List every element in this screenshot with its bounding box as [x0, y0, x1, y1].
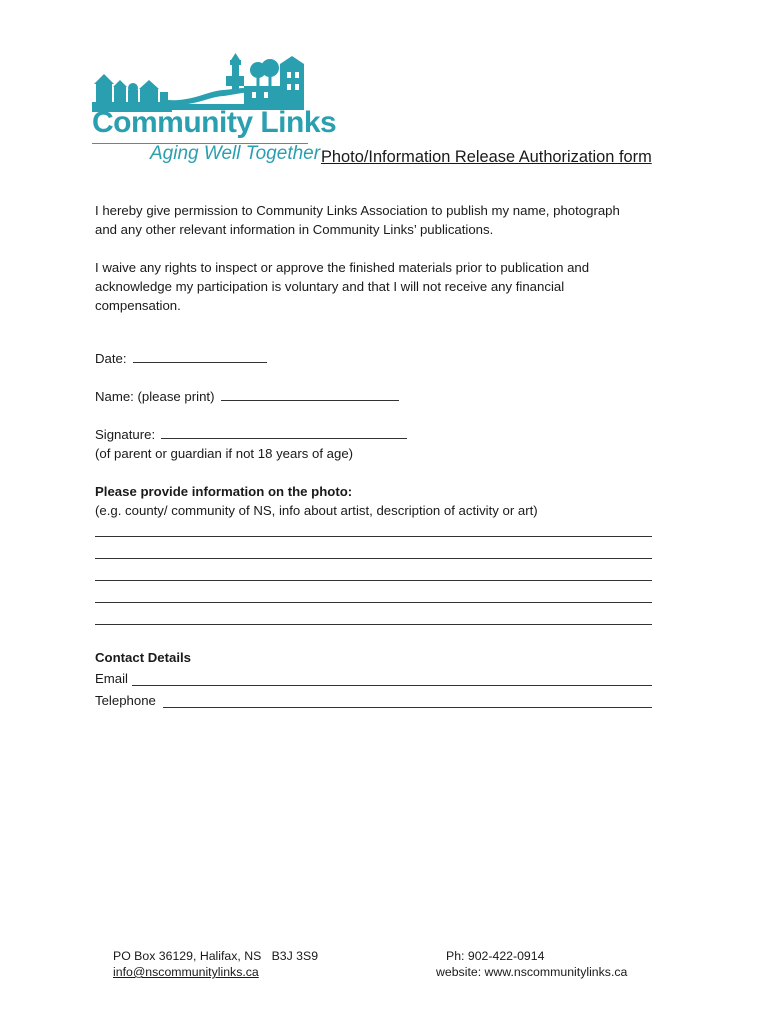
logo-brand-name: Community Links [92, 106, 337, 139]
photo-info-hint: (e.g. county/ community of NS, info about artist, description of activity or art) [95, 503, 538, 518]
footer-email-link[interactable]: info@nscommunitylinks.ca [113, 965, 259, 979]
name-field [95, 387, 399, 406]
logo-tagline: Aging Well Together [150, 143, 321, 164]
photo-info-line-3[interactable] [95, 580, 652, 581]
contact-heading: Contact Details [95, 650, 191, 665]
photo-info-line-2[interactable] [95, 558, 652, 559]
date-field [95, 349, 267, 368]
date-label: Date: [95, 351, 127, 366]
photo-info-heading: Please provide information on the photo: [95, 484, 353, 499]
name-label: Name: (please print) [95, 389, 215, 404]
signature-note: (of parent or guardian if not 18 years of age) [95, 446, 354, 461]
footer-website[interactable]: website: www.nscommunitylinks.ca [436, 965, 628, 979]
telephone-input-line[interactable] [163, 707, 652, 708]
date-input-line[interactable] [133, 350, 267, 363]
photo-info-line-1[interactable] [95, 536, 652, 537]
name-input-line[interactable] [221, 388, 399, 401]
permission-paragraph [95, 201, 620, 239]
signature-field [95, 425, 407, 463]
paragraph-line: I waive any rights to inspect or approve the finished materials prior to publication and [95, 260, 590, 275]
waiver-paragraph [95, 258, 589, 315]
footer-right [436, 948, 627, 980]
email-input-line[interactable] [132, 685, 652, 686]
photo-info-line-4[interactable] [95, 602, 652, 603]
paragraph-line: compensation. [95, 298, 181, 313]
signature-input-line[interactable] [161, 426, 407, 439]
footer-phone: Ph: 902-422-0914 [446, 949, 545, 963]
footer-address: PO Box 36129, Halifax, NS B3J 3S9 [113, 949, 319, 963]
photo-info-section [95, 482, 538, 520]
footer-left [113, 948, 318, 980]
photo-info-line-5[interactable] [95, 624, 652, 625]
signature-label: Signature: [95, 427, 156, 442]
form-title: Photo/Information Release Authorization form [321, 148, 652, 166]
logo [92, 50, 337, 168]
paragraph-line: I hereby give permission to Community Links Association to publish my name, photograph [95, 203, 620, 218]
skyline-icon [92, 50, 312, 112]
telephone-label: Telephone [95, 693, 156, 708]
paragraph-line: and any other relevant information in Community Links’ publications. [95, 222, 494, 237]
email-label: Email [95, 671, 128, 686]
paragraph-line: acknowledge my participation is voluntary and that I will not receive any financial [95, 279, 565, 294]
